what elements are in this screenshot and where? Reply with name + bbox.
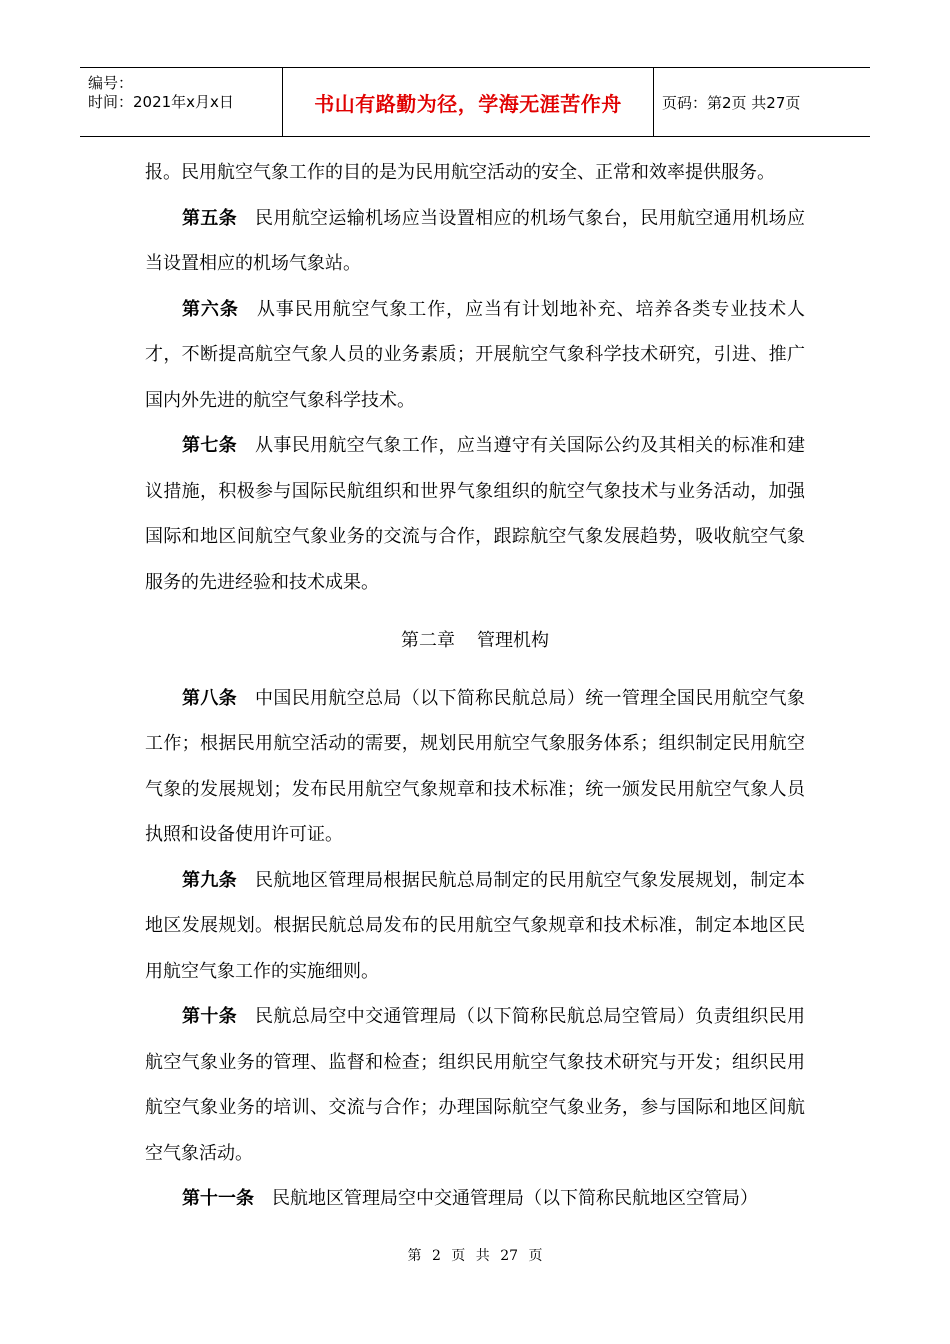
article-text: 中国民用航空总局（以下简称民航总局）统一管理全国民用航空气象工作；根据民用航空活动的需要，规划民用航空气象服务体系；组织制定民用航空气象的发展规划；发布民用航空气象规章和技术标准；统一颁发民用航空气象人员执照和设备使用许可证。: [145, 687, 805, 845]
article-9: [145, 858, 805, 995]
article-title: 第七条: [182, 435, 238, 456]
paragraph-continued: [145, 150, 805, 196]
article-text: 民航地区管理局根据民航总局制定的民用航空气象发展规划，制定本地区发展规划。根据民航总局发布的民用航空气象规章和技术标准，制定本地区民用航空气象工作的实施细则。: [145, 869, 805, 982]
chapter-number: 第二章: [401, 630, 455, 651]
article-text: 民航地区管理局空中交通管理局（以下简称民航地区空管局）: [272, 1188, 758, 1209]
page-header: [80, 67, 870, 137]
article-title: 第十一条: [182, 1188, 254, 1209]
article-text: 民航总局空中交通管理局（以下简称民航总局空管局）负责组织民用航空气象业务的管理、监督和检查；组织民用航空气象技术研究与开发；组织民用航空气象业务的培训、交流与合作；办理国际航空气象业务，参与国际和地区间航空气象活动。: [145, 1006, 805, 1164]
article-11: [145, 1176, 805, 1222]
article-text: 从事民用航空气象工作，应当有计划地补充、培养各类专业技术人才，不断提高航空气象人员的业务素质；开展航空气象科学技术研究，引进、推广国内外先进的航空气象科学技术。: [145, 298, 806, 411]
article-text: 从事民用航空气象工作，应当遵守有关国际公约及其相关的标准和建议措施，积极参与国际民航组织和世界气象组织的航空气象技术与业务活动，加强国际和地区间航空气象业务的交流与合作，跟踪航空气象发展趋势，吸收航空气象服务的先进经验和技术成果。: [145, 435, 805, 593]
chapter-title: 管理机构: [477, 630, 549, 651]
article-8: [145, 676, 805, 858]
article-7: [145, 423, 805, 605]
document-body: [145, 150, 805, 1222]
number-label: 编号：: [88, 74, 134, 92]
article-text: 民用航空运输机场应当设置相应的机场气象台，民用航空通用机场应当设置相应的机场气象站。: [145, 207, 805, 274]
header-motto-cell: [282, 68, 654, 136]
page-footer: 第 2 页 共 27 页: [407, 1248, 543, 1264]
article-title: 第八条: [182, 687, 238, 709]
chapter-heading: [145, 618, 805, 664]
article-5: [145, 196, 805, 287]
page-info-text: 页码：第2页 共27页: [662, 93, 801, 112]
article-title: 第六条: [182, 298, 239, 320]
article-title: 第五条: [182, 207, 238, 229]
article-10: [145, 994, 805, 1176]
header-page-info: [654, 68, 870, 136]
article-title: 第九条: [182, 869, 238, 891]
article-title: 第十条: [182, 1006, 238, 1027]
time-label: 时间：2021年x月x日: [88, 93, 234, 111]
paragraph-text: 报。民用航空气象工作的目的是为民用航空活动的安全、正常和效率提供服务。: [145, 162, 775, 183]
header-meta: [80, 68, 282, 136]
motto-text: 书山有路勤为径，学海无涯苦作舟: [314, 91, 622, 116]
article-6: [145, 287, 805, 424]
